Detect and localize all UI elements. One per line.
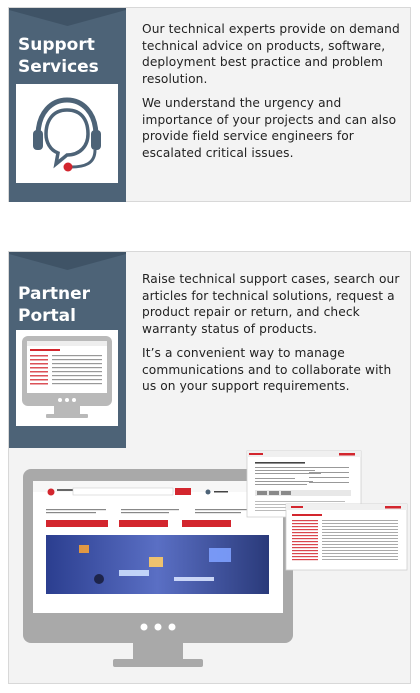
title-line-2: Services [18, 57, 99, 77]
title-line-1: Support [18, 35, 95, 55]
support-thumbnail [16, 84, 118, 183]
support-services-text [142, 21, 408, 169]
partner-portal-card [8, 251, 411, 684]
headset-chat-icon [16, 84, 118, 183]
portal-paragraph-1: Raise technical support cases, search our articles for technical solutions, request a product repair or return, and check warranty status of products. [142, 272, 400, 336]
support-services-card [8, 7, 411, 202]
title-line-2: Portal [18, 306, 76, 326]
floating-cases-list-page [286, 504, 407, 570]
title-line-1: Partner [18, 284, 91, 304]
support-paragraph-1: Our technical experts provide on demand technical advice on products, software, deployment best practice and problem resolution. [142, 22, 400, 86]
portal-screens-illustration [9, 252, 412, 685]
support-paragraph-2: We understand the urgency and importance of your projects and can also provide field service engineers for escalated critical issues. [142, 96, 397, 160]
chevron-banner-icon [9, 8, 126, 28]
support-services-sidebar [9, 8, 126, 202]
support-services-title [18, 34, 122, 78]
portal-paragraph-2: It’s a convenient way to manage communications and to collaborate with us on your support requirements. [142, 346, 392, 393]
